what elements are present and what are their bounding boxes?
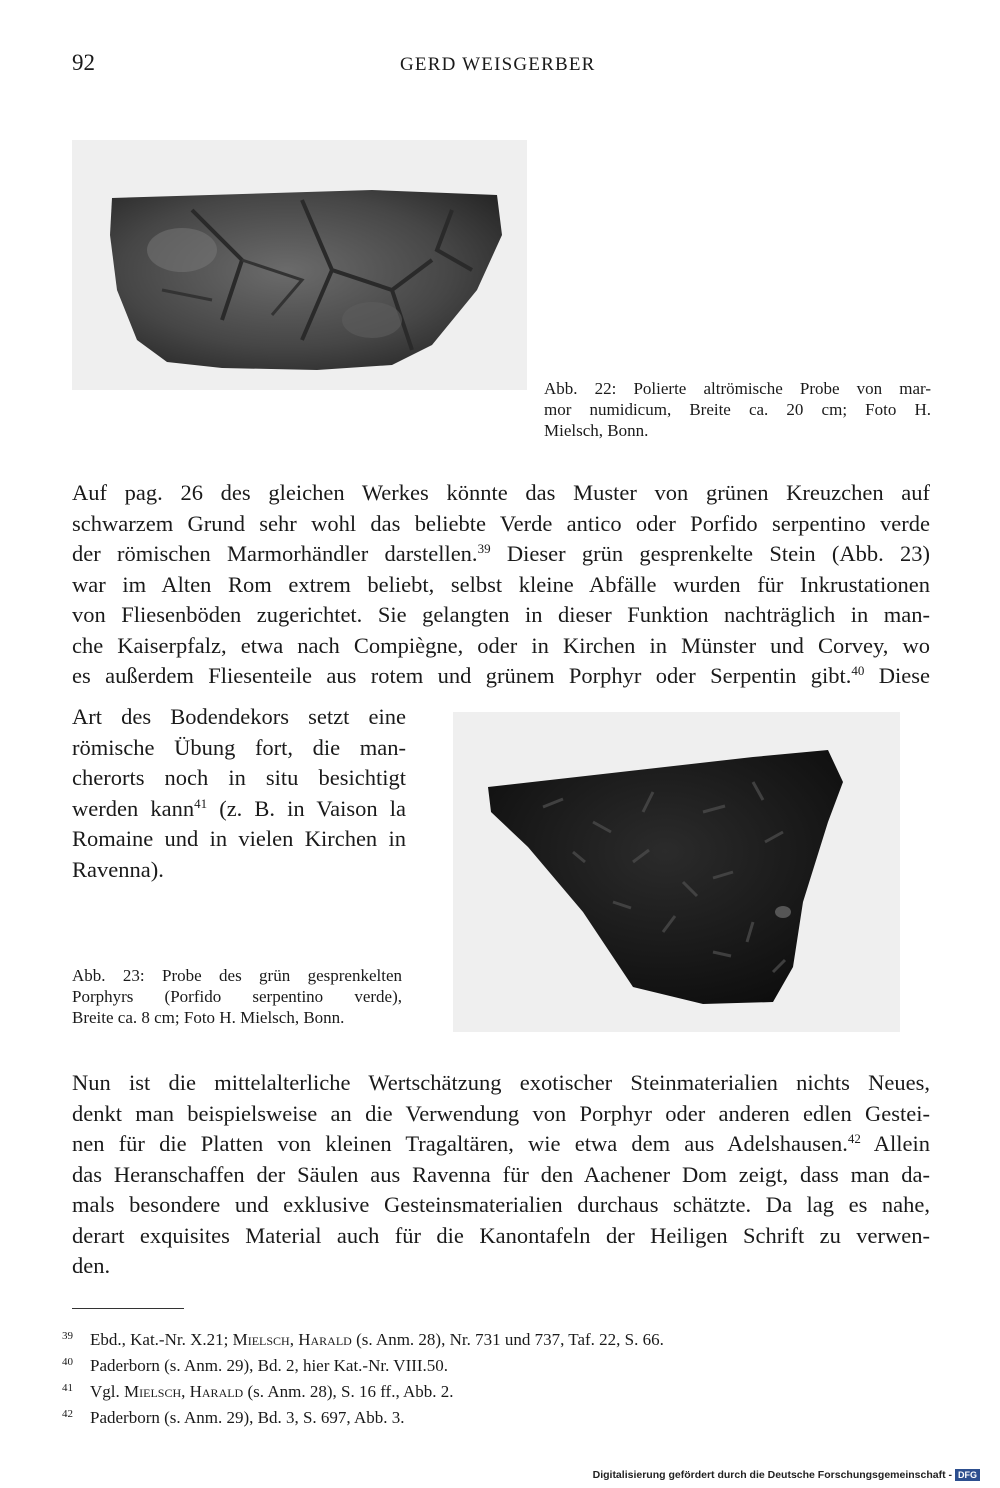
text-line: mals besondere und exklusive Gesteinsmaterialien durchaus schätzte. Da lag es nahe, (72, 1192, 930, 1217)
dfg-logo: DFG (955, 1469, 980, 1481)
text-line: Art des Bodendekors setzt eine (72, 704, 406, 729)
text-line: Nun ist die mittelalterliche Wertschätzung exotischer Steinmaterialien nichts Neues, (72, 1070, 930, 1095)
text-line: Auf pag. 26 des gleichen Werkes könnte das Muster von grünen Kreuzchen auf (72, 480, 930, 505)
figure-22-caption (544, 378, 931, 441)
text-line: von Fliesenböden zugerichtet. Sie gelangten in dieser Funktion nachträglich in man- (72, 602, 930, 627)
caption-line: mor numidicum, Breite ca. 20 cm; Foto H. (544, 400, 931, 419)
text-line: den. (72, 1253, 111, 1278)
body-paragraph-1 (72, 478, 930, 692)
figure-22-photo (72, 140, 527, 390)
footnote-ref-42: 42 (847, 1131, 861, 1146)
figure-23-caption (72, 965, 402, 1028)
footnote-ref-41: 41 (194, 795, 208, 811)
body-paragraph-2 (72, 1068, 930, 1282)
digitization-note: Digitalisierung gefördert durch die Deutsche Forschungsgemeinschaft - DFG (593, 1469, 980, 1481)
caption-line: Abb. 23: Probe des grün gesprenkelten (72, 966, 402, 985)
text-line: derart exquisites Material auch für die Kanontafeln der Heiligen Schrift zu verwen- (72, 1222, 930, 1248)
text-line: cherorts noch in situ besichtigt (72, 765, 406, 790)
text-line: Ravenna). (72, 856, 164, 882)
footnote-42: 42 Paderborn (s. Anm. 29), Bd. 3, S. 697, Abb. 3. (62, 1408, 405, 1427)
footnote-ref-40: 40 (851, 663, 865, 678)
footnote-separator (72, 1308, 184, 1309)
footnote-41: 41 Vgl. Mielsch, Harald (s. Anm. 28), S. 16 ff., Abb. 2. (62, 1382, 454, 1401)
page-number: 92 (72, 50, 95, 75)
running-head-author: GERD WEISGERBER (400, 54, 596, 75)
text-line: war im Alten Rom extrem beliebt, selbst kleine Abfälle wurden für Inkrustationen (72, 571, 930, 597)
figure-23-photo (453, 712, 900, 1032)
body-paragraph-1-wrap (72, 702, 406, 885)
text-line: schwarzem Grund sehr wohl das beliebte Verde antico oder Porfido serpentino verde (72, 510, 930, 536)
footnotes (62, 1325, 922, 1429)
text-line: nen für die Platten von kleinen Tragaltären, wie etwa dem aus Adelshausen.$^{42}$ Allein (72, 1131, 931, 1156)
text-line: römische Übung fort, die man- (72, 734, 406, 760)
text-line: werden kann$^{41}$ (z. B. in Vaison la (72, 795, 406, 821)
text-line: der römischen Marmorhändler darstellen.$^{39}$ Dieser grün gesprenkelte Stein (Abb. 23) (72, 541, 930, 566)
text-line: denkt man beispielsweise an die Verwendung von Porphyr oder anderen edlen Gestei- (72, 1100, 930, 1126)
caption-line: Porphyrs (Porfido serpentino verde), (72, 987, 402, 1006)
caption-line: Abb. 22: Polierte altrömische Probe von mar- (544, 379, 931, 398)
caption-line: Mielsch, Bonn. (544, 421, 649, 440)
text-line: das Heranschaffen der Säulen aus Ravenna für den Aachener Dom zeigt, dass man da- (72, 1161, 930, 1187)
footnote-ref-39: 39 (477, 541, 491, 556)
caption-line: Breite ca. 8 cm; Foto H. Mielsch, Bonn. (72, 1008, 345, 1027)
text-line: Romaine und in vielen Kirchen in (72, 826, 406, 851)
footnote-40: 40 Paderborn (s. Anm. 29), Bd. 2, hier Kat.-Nr. VIII.50. (62, 1356, 449, 1375)
text-line: es außerdem Fliesenteile aus rotem und grünem Porphyr oder Serpentin gibt.$^{40}$ Diese (72, 663, 930, 688)
footnote-39: 39 Ebd., Kat.-Nr. X.21; Mielsch, Harald (s. Anm. 28), Nr. 731 und 737, Taf. 22, S. 66. (62, 1330, 664, 1349)
text-line: che Kaiserpfalz, etwa nach Compiègne, oder in Kirchen in Münster und Corvey, wo (72, 632, 930, 658)
